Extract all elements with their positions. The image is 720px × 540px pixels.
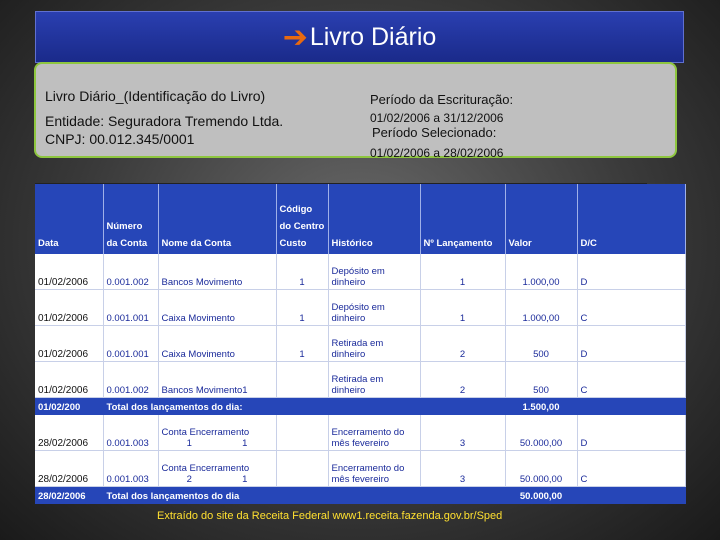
col-history: Histórico bbox=[328, 184, 420, 254]
info-panel bbox=[34, 62, 677, 158]
table-row: 01/02/2006 0.001.001 Caixa Movimento 1 Retirada em dinheiro 2 500 D bbox=[35, 326, 685, 362]
col-entry-number: Nº Lançamento bbox=[420, 184, 505, 254]
col-account-number: Número da Conta bbox=[103, 184, 158, 254]
book-id: Livro Diário_(Identificação do Livro) bbox=[45, 88, 266, 104]
day-total-row: 01/02/200 Total dos lançamentos do dia: 1.500,00 bbox=[35, 398, 685, 415]
table-row: 01/02/2006 0.001.002 Bancos Movimento1 Retirada em dinheiro 2 500 C bbox=[35, 362, 685, 398]
title-text: Livro Diário bbox=[309, 22, 437, 51]
col-cost-center: Código do Centro Custo bbox=[276, 184, 328, 254]
col-dc: D/C bbox=[577, 184, 685, 254]
entity-name: Entidade: Seguradora Tremendo Ltda. bbox=[45, 113, 284, 129]
col-date: Data bbox=[35, 184, 103, 254]
arrow-icon: ➔ bbox=[282, 20, 308, 54]
selected-label: Período Selecionado: bbox=[372, 125, 497, 140]
table-row: 01/02/2006 0.001.002 Bancos Movimento 1 Depósito em dinheiro 1 1.000,00 D bbox=[35, 254, 685, 290]
table-row: 01/02/2006 0.001.001 Caixa Movimento 1 Depósito em dinheiro 1 1.000,00 C bbox=[35, 290, 685, 326]
slide-title bbox=[35, 11, 684, 63]
cnpj: CNPJ: 00.012.345/0001 bbox=[45, 131, 195, 147]
table-row: 28/02/2006 0.001.003 Conta Encerramento 2 1 Encerramento do mês fevereiro 3 50.000,00 C bbox=[35, 451, 685, 487]
period-label: Período da Escrituração: bbox=[370, 92, 514, 107]
col-value: Valor bbox=[505, 184, 577, 254]
day-total-row: 28/02/2006 Total dos lançamentos do dia 50.000,00 bbox=[35, 487, 685, 504]
selected-value: 01/02/2006 a 28/02/2006 bbox=[370, 146, 504, 160]
period-value: 01/02/2006 a 31/12/2006 bbox=[370, 111, 504, 125]
col-account-name: Nome da Conta bbox=[158, 184, 276, 254]
journal-table bbox=[35, 184, 685, 500]
table-row: 28/02/2006 0.001.003 Conta Encerramento 1 1 Encerramento do mês fevereiro 3 50.000,00 D bbox=[35, 415, 685, 451]
source-footer: Extraído do site da Receita Federal www1.receita.fazenda.gov.br/Sped bbox=[157, 510, 503, 522]
